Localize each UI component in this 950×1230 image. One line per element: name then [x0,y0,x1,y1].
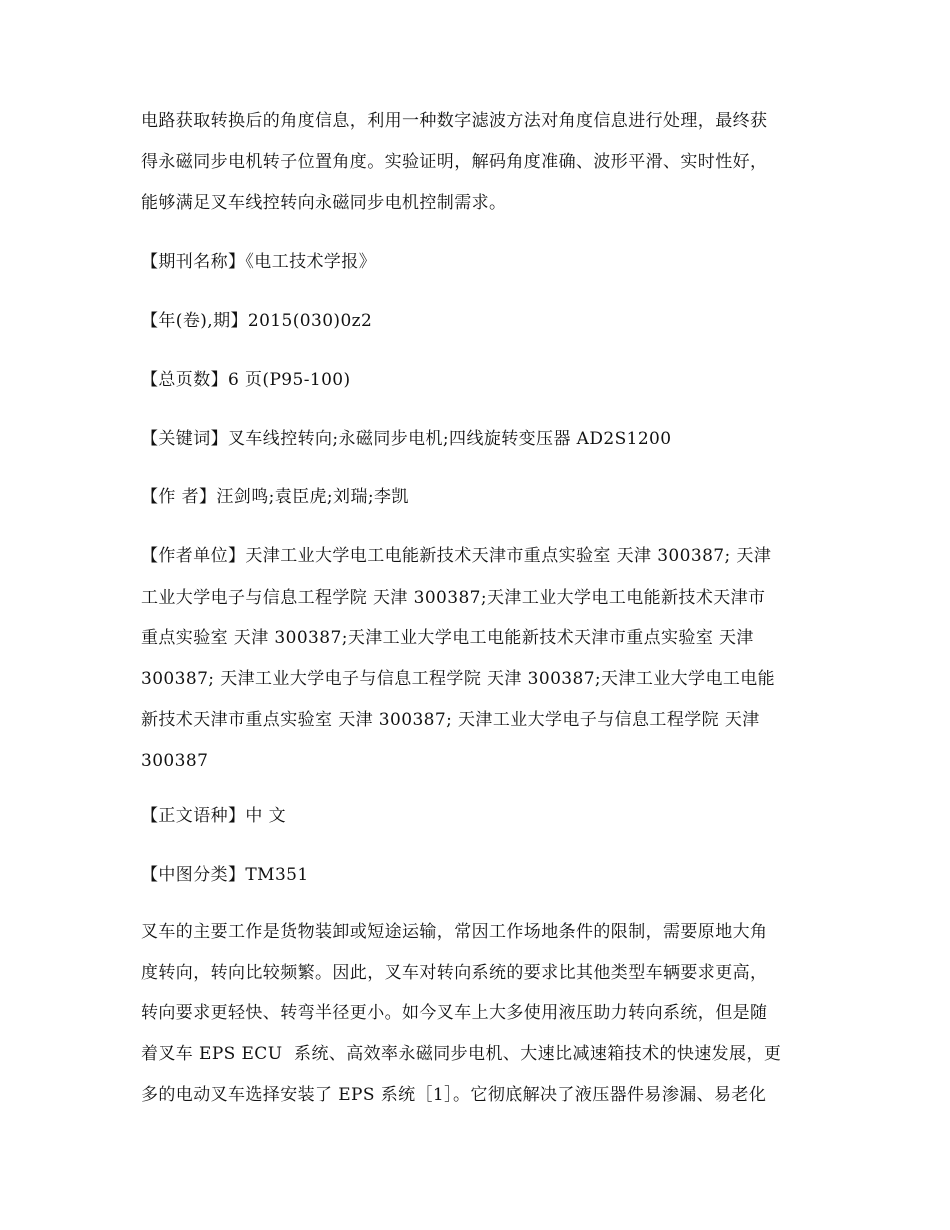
affiliation-line: 300387 [141,751,209,771]
keywords-field: 【关键词】叉车线控转向;永磁同步电机;四线旋转变压器 AD2S1200 [141,429,672,449]
body-paragraph-line: 着叉车 EPS ECU 系统、高效率永磁同步电机、大速比减速箱技术的快速发展，更 [141,1044,782,1064]
affiliation-line: 工业大学电子与信息工程学院 天津 300387;天津工业大学电工电能新技术天津市 [141,588,766,608]
body-paragraph-line: 转向要求更轻快、转弯半径更小。如今叉车上大多使用液压助力转向系统，但是随 [141,1003,768,1023]
journal-name-field: 【期刊名称】《电工技术学报》 [141,252,377,272]
abstract-line: 能够满足叉车线控转向永磁同步电机控制需求。 [141,193,507,213]
abstract-line: 得永磁同步电机转子位置角度。实验证明，解码角度准确、波形平滑、实时性好， [141,152,768,172]
issue-field: 【年(卷),期】2015(030)0z2 [141,311,373,331]
affiliation-line: 【作者单位】天津工业大学电工电能新技术天津市重点实验室 天津 300387; 天津 [141,546,772,566]
affiliation-line: 300387; 天津工业大学电子与信息工程学院 天津 300387;天津工业大学电工电能 [141,669,776,689]
language-field: 【正文语种】中 文 [141,806,287,826]
classification-field: 【中图分类】TM351 [141,865,309,885]
page-count-field: 【总页数】6 页(P95-100) [141,370,351,390]
authors-field: 【作 者】汪剑鸣;袁臣虎;刘瑞;李凯 [141,487,409,507]
abstract-line: 电路获取转换后的角度信息，利用一种数字滤波方法对角度信息进行处理，最终获 [141,111,768,131]
affiliation-line: 重点实验室 天津 300387;天津工业大学电工电能新技术天津市重点实验室 天津 [141,628,754,648]
body-paragraph-line: 度转向，转向比较频繁。因此，叉车对转向系统的要求比其他类型车辆要求更高， [141,963,768,983]
affiliation-line: 新技术天津市重点实验室 天津 300387; 天津工业大学电子与信息工程学院 天津 [141,710,760,730]
body-paragraph-line: 多的电动叉车选择安装了 EPS 系统［1］。它彻底解决了液压器件易渗漏、易老化 [141,1085,767,1105]
body-paragraph-line: 叉车的主要工作是货物装卸或短途运输，常因工作场地条件的限制，需要原地大角 [141,922,768,942]
